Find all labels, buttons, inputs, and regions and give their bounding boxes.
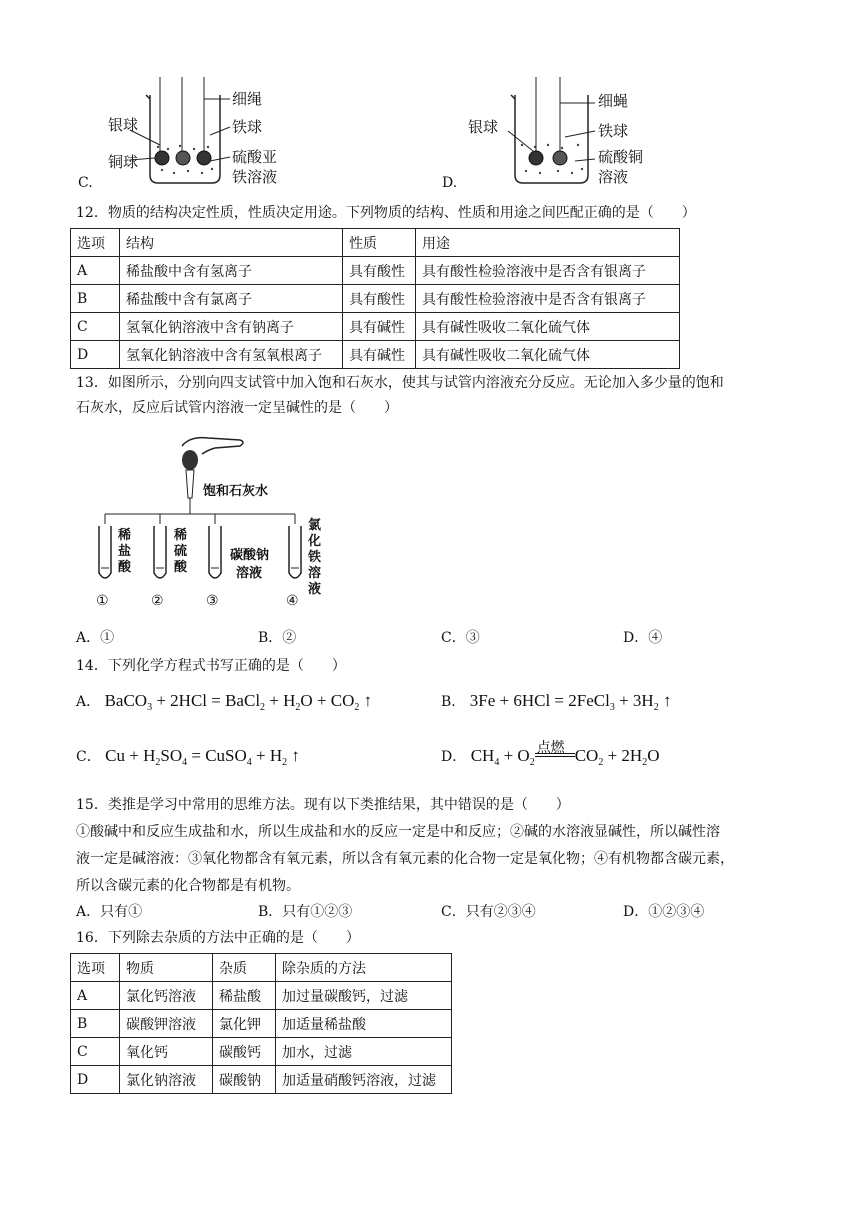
- q13-option-c: C．③: [441, 630, 480, 646]
- table-cell: 氢氧化钠溶液中含有钠离子: [120, 313, 343, 341]
- table-cell: 稀盐酸中含有氯离子: [120, 285, 343, 313]
- equation-d: $CH_4 + O_2$ 点燃 $CO_2 + 2H_2O$: [470, 741, 660, 768]
- table-cell: 具有酸性: [343, 285, 416, 313]
- tube4-number: ④: [286, 593, 299, 609]
- table-header-cell: 除杂质的方法: [276, 954, 452, 982]
- table-cell: 稀盐酸中含有氢离子: [120, 257, 343, 285]
- q14-d-label: D．: [441, 749, 467, 765]
- table-cell: B: [71, 285, 120, 313]
- tube2-number: ②: [151, 593, 164, 609]
- equation-c: $Cu + H_2SO_4$ = CuSO$_4$ + $H_2$ ↑: [105, 746, 300, 768]
- table-header-cell: 选项: [71, 229, 120, 257]
- q15-option-b: B．只有①②③: [258, 904, 353, 920]
- table-row: [71, 341, 680, 369]
- table-cell: 具有酸性检验溶液中是否含有银离子: [416, 285, 680, 313]
- q14-c-label: C．: [76, 749, 101, 765]
- table-header-row: [71, 229, 680, 257]
- q12-table: [70, 228, 680, 369]
- figure-c: [70, 75, 290, 195]
- table-row: [71, 1010, 452, 1038]
- reaction-condition: 点燃: [536, 741, 565, 756]
- q13-option-b: B．②: [258, 630, 297, 646]
- q13-option-d: D．④: [623, 630, 663, 646]
- table-cell: 加适量稀盐酸: [276, 1010, 452, 1038]
- tube3-number: ③: [206, 593, 219, 609]
- q16-table: [70, 953, 452, 1094]
- table-cell: C: [71, 1038, 120, 1066]
- equation-a: BaCO$_3$ + 2HCl = BaCl$_2$ + $H_2O + CO_2$ ↑: [104, 691, 373, 713]
- table-header-cell: 性质: [343, 229, 416, 257]
- table-cell: 具有碱性: [343, 313, 416, 341]
- tube3-label-2: 溶液: [236, 566, 263, 581]
- table-cell: 碳酸钙: [213, 1038, 276, 1066]
- table-cell: 碳酸钠: [213, 1066, 276, 1094]
- label-thin-rope-d: 细蝇: [598, 92, 629, 110]
- table-cell: C: [71, 313, 120, 341]
- table-cell: 碳酸钾溶液: [120, 1010, 213, 1038]
- label-iron-ball-c: 铁球: [232, 118, 263, 136]
- option-d-label: D.: [442, 175, 458, 191]
- q13-figure: [90, 428, 350, 613]
- q15-option-c: C．只有②③④: [441, 904, 536, 920]
- table-cell: 加水，过滤: [276, 1038, 452, 1066]
- q15-option-d: D．①②③④: [623, 904, 705, 920]
- table-header-row: [71, 954, 452, 982]
- q15-body-line1: ①酸碱中和反应生成盐和水，所以生成盐和水的反应一定是中和反应；②碱的水溶液显碱性，所以碱性溶: [76, 824, 720, 840]
- tube2-label: 稀硫酸: [174, 528, 188, 575]
- q14-a-label: A．: [76, 694, 101, 710]
- q15-option-a: A．只有①: [76, 904, 143, 920]
- table-row: [71, 982, 452, 1010]
- q15-stem: 15．类推是学习中常用的思维方法。现有以下类推结果，其中错误的是（ ）: [76, 797, 570, 813]
- table-cell: 氯化钠溶液: [120, 1066, 213, 1094]
- table-cell: 氯化钙溶液: [120, 982, 213, 1010]
- table-cell: 具有酸性检验溶液中是否含有银离子: [416, 257, 680, 285]
- label-solution-c-1: 硫酸亚: [232, 148, 278, 166]
- q14-option-d: [441, 741, 660, 773]
- q14-b-label: B．: [441, 694, 466, 710]
- q14-option-c: [76, 746, 300, 773]
- q14-stem: 14．下列化学方程式书写正确的是（ ）: [76, 658, 346, 674]
- table-header-cell: 杂质: [213, 954, 276, 982]
- label-solution-d-1: 硫酸铜: [598, 148, 644, 166]
- tube1-number: ①: [96, 593, 109, 609]
- table-cell: D: [71, 341, 120, 369]
- table-row: [71, 1066, 452, 1094]
- table-cell: 具有碱性吸收二氧化硫气体: [416, 341, 680, 369]
- table-header-cell: 用途: [416, 229, 680, 257]
- label-thin-rope-c: 细绳: [232, 90, 263, 108]
- q13-stem-line1: 13．如图所示，分别向四支试管中加入饱和石灰水，使其与试管内溶液充分反应。无论加入多少量的饱和: [76, 375, 724, 391]
- q15-body-line2: 液一定是碱溶液：③氧化物都含有氧元素，所以含有氧元素的化合物一定是氧化物；④有机物都含碳元素，: [76, 851, 734, 867]
- table-cell: B: [71, 1010, 120, 1038]
- table-cell: 稀盐酸: [213, 982, 276, 1010]
- q15-body-line3: 所以含碳元素的化合物都是有机物。: [76, 878, 300, 894]
- table-cell: 氧化钙: [120, 1038, 213, 1066]
- q16-stem: 16．下列除去杂质的方法中正确的是（ ）: [76, 930, 360, 946]
- option-c-label: C.: [78, 175, 93, 191]
- table-row: [71, 1038, 452, 1066]
- table-cell: 加适量硝酸钙溶液，过滤: [276, 1066, 452, 1094]
- table-cell: 氢氧化钠溶液中含有氢氧根离子: [120, 341, 343, 369]
- q14-option-a: [76, 691, 372, 718]
- table-row: [71, 257, 680, 285]
- q13-option-a: A．①: [76, 630, 115, 646]
- label-iron-ball-d: 铁球: [598, 122, 629, 140]
- table-cell: 氯化钾: [213, 1010, 276, 1038]
- figure-d: [440, 75, 670, 195]
- table-header-cell: 物质: [120, 954, 213, 982]
- table-cell: 具有碱性: [343, 341, 416, 369]
- tube3-label-1: 碳酸钠: [230, 548, 270, 563]
- label-silver-ball-c: 银球: [108, 116, 139, 134]
- table-cell: A: [71, 257, 120, 285]
- equation-b: 3Fe + 6HCl = 2FeCl$_3$ + $3H_2$ ↑: [469, 691, 672, 713]
- label-copper-ball-c: 铜球: [108, 153, 139, 171]
- table-cell: 具有碱性吸收二氧化硫气体: [416, 313, 680, 341]
- q12-stem: 12．物质的结构决定性质，性质决定用途。下列物质的结构、性质和用途之间匹配正确的是（ ）: [76, 205, 696, 221]
- table-cell: 具有酸性: [343, 257, 416, 285]
- q14-option-b: [441, 691, 671, 718]
- table-header-cell: 结构: [120, 229, 343, 257]
- table-cell: A: [71, 982, 120, 1010]
- tube1-label: 稀盐酸: [118, 528, 132, 575]
- table-row: [71, 285, 680, 313]
- table-header-cell: 选项: [71, 954, 120, 982]
- dropper-label: 饱和石灰水: [203, 484, 269, 499]
- label-solution-c-2: 铁溶液: [232, 168, 278, 186]
- label-silver-ball-d: 银球: [468, 118, 499, 136]
- table-row: [71, 313, 680, 341]
- label-solution-d-2: 溶液: [598, 168, 629, 186]
- table-cell: D: [71, 1066, 120, 1094]
- table-cell: 加过量碳酸钙，过滤: [276, 982, 452, 1010]
- tube4-label: 氯化铁溶液: [308, 518, 322, 597]
- q13-stem-line2: 石灰水，反应后试管内溶液一定呈碱性的是（ ）: [76, 400, 398, 416]
